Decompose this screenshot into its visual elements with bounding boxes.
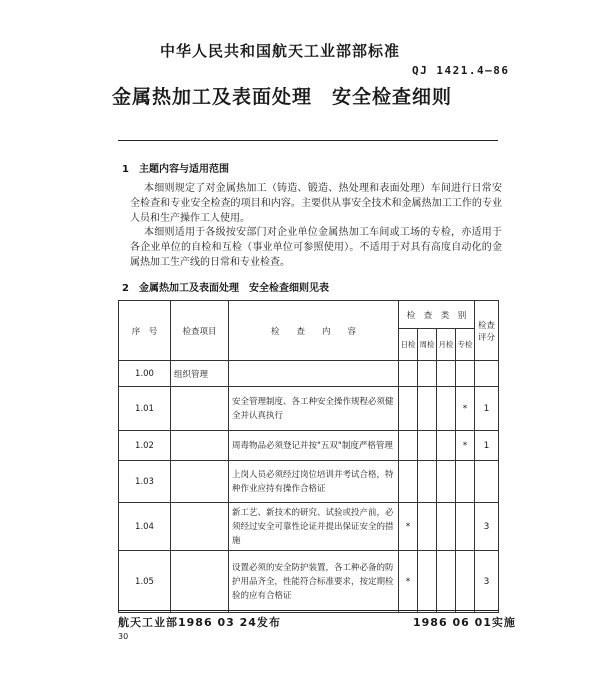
row-item bbox=[171, 461, 229, 503]
row-special bbox=[456, 361, 475, 387]
row-score: 3 bbox=[475, 503, 499, 551]
row-content: 安全管理制度、各工种安全操作规程必须健全并认真执行 bbox=[229, 387, 399, 431]
row-no: 1.00 bbox=[119, 361, 171, 387]
row-monthly bbox=[437, 361, 456, 387]
row-weekly bbox=[418, 361, 437, 387]
row-monthly bbox=[437, 551, 456, 613]
footer-divider bbox=[118, 610, 498, 611]
section-1-heading: 1 主题内容与适用范围 bbox=[122, 164, 229, 175]
document-title: 金属热加工及表面处理 安全检查细则 bbox=[112, 86, 453, 108]
row-monthly bbox=[437, 503, 456, 551]
row-score: 1 bbox=[475, 431, 499, 461]
row-content: 新工艺、新技术的研究、试验或投产前，必须经过安全可靠性论证并提出保证安全的措施 bbox=[229, 503, 399, 551]
row-daily bbox=[399, 387, 418, 431]
header-score: 检查评分 bbox=[475, 301, 499, 361]
page-number: 30 bbox=[118, 632, 129, 641]
row-daily: * bbox=[399, 503, 418, 551]
header-monthly: 月检 bbox=[437, 329, 456, 361]
row-no: 1.02 bbox=[119, 431, 171, 461]
row-weekly bbox=[418, 551, 437, 613]
header-weekly: 周检 bbox=[418, 329, 437, 361]
standard-code: QJ 1421.4—86 bbox=[412, 64, 510, 77]
header-special: 专检 bbox=[456, 329, 475, 361]
row-special bbox=[456, 551, 475, 613]
row-monthly bbox=[437, 387, 456, 431]
table-row bbox=[119, 503, 499, 551]
header-daily: 日检 bbox=[399, 329, 418, 361]
safety-checklist-table bbox=[118, 300, 499, 613]
row-special bbox=[456, 503, 475, 551]
section-2-heading: 2 金属热加工及表面处理 安全检查细则见表 bbox=[122, 283, 329, 294]
table-row bbox=[119, 431, 499, 461]
row-special: * bbox=[456, 431, 475, 461]
row-score: 1 bbox=[475, 387, 499, 431]
row-weekly bbox=[418, 431, 437, 461]
standard-organization: 中华人民共和国航天工业部部标准 bbox=[160, 42, 401, 60]
row-monthly bbox=[437, 461, 456, 503]
section-1-paragraph-2: 本细则适用于各级按安部门对企业单位金属热加工车间或工场的专检，亦适用于各企业单位的自检和互检（事业单位可参照使用）。不适用于对具有高度自动化的金属热加工生产线的日常和专业检查。 bbox=[130, 227, 502, 268]
title-divider bbox=[118, 140, 498, 141]
header-no: 序 号 bbox=[119, 301, 171, 361]
row-item bbox=[171, 503, 229, 551]
row-weekly bbox=[418, 503, 437, 551]
row-no: 1.03 bbox=[119, 461, 171, 503]
row-monthly bbox=[437, 431, 456, 461]
table-row bbox=[119, 461, 499, 503]
row-daily bbox=[399, 431, 418, 461]
header-item: 检查项目 bbox=[171, 301, 229, 361]
issue-date: 航天工业部1986 03 24发布 bbox=[118, 616, 281, 629]
row-item bbox=[171, 551, 229, 613]
header-check-type: 检 查 类 别 bbox=[399, 301, 475, 329]
table-row bbox=[119, 361, 499, 387]
row-item: 组织管理 bbox=[171, 361, 229, 387]
row-content bbox=[229, 361, 399, 387]
row-score bbox=[475, 461, 499, 503]
section-1-paragraph-1: 本细则规定了对金属热加工（铸造、锻造、热处理和表面处理）车间进行日常安全检查和专业安全检查的项目和内容。主要供从事安全技术和金属热加工工作的专业人员和生产操作工人使用。 bbox=[130, 183, 502, 224]
row-daily bbox=[399, 361, 418, 387]
effective-date: 1986 06 01实施 bbox=[413, 616, 516, 629]
row-weekly bbox=[418, 461, 437, 503]
row-no: 1.04 bbox=[119, 503, 171, 551]
row-daily bbox=[399, 461, 418, 503]
row-score: 3 bbox=[475, 551, 499, 613]
header-content: 检 查 内 容 bbox=[229, 301, 399, 361]
row-content: 设置必须的安全防护装置，各工种必备的防护用品齐全，性能符合标准要求，按定期检验的应有合格证 bbox=[229, 551, 399, 613]
row-content: 周毒物品必须登记并按"五双"制度严格管理 bbox=[229, 431, 399, 461]
row-no: 1.01 bbox=[119, 387, 171, 431]
row-no: 1.05 bbox=[119, 551, 171, 613]
row-item bbox=[171, 387, 229, 431]
table-row bbox=[119, 387, 499, 431]
table-row bbox=[119, 551, 499, 613]
row-item bbox=[171, 431, 229, 461]
row-daily: * bbox=[399, 551, 418, 613]
row-special: * bbox=[456, 387, 475, 431]
row-weekly bbox=[418, 387, 437, 431]
row-score bbox=[475, 361, 499, 387]
row-special bbox=[456, 461, 475, 503]
row-content: 上岗人员必须经过岗位培训并考试合格，特种作业应持有操作合格证 bbox=[229, 461, 399, 503]
